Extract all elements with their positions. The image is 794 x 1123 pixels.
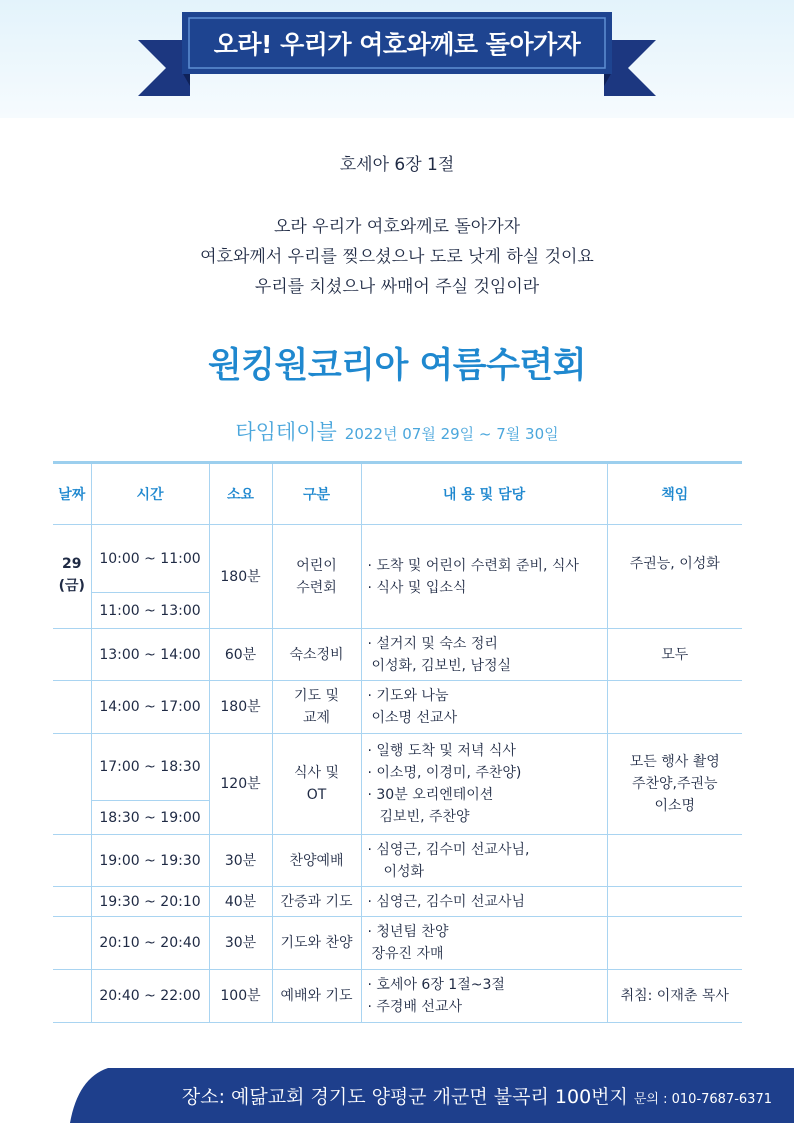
content-cell: · 심영근, 김수미 선교사님 [361, 887, 607, 917]
category-line: 식사 및 [293, 765, 340, 781]
responsible-line: 모든 행사 촬영 [629, 754, 720, 770]
content-cell [361, 970, 607, 1023]
responsible-cell [607, 734, 742, 835]
responsible-cell: 취침: 이재춘 목사 [607, 970, 742, 1023]
subtitle-label: 타임테이블 [235, 420, 337, 444]
date-cell-empty [53, 734, 91, 835]
date-cell-empty [53, 970, 91, 1023]
footer-text [182, 1082, 772, 1109]
time-cell: 19:30 ~ 20:10 [91, 887, 209, 917]
header-time: 시간 [91, 463, 209, 525]
content-line: · 기도와 나눔 [367, 688, 449, 704]
subtitle-date: 2022년 07월 29일 ~ 7월 30일 [344, 425, 559, 443]
header-responsible: 책임 [607, 463, 742, 525]
duration-cell: 100분 [209, 970, 272, 1023]
content-cell [361, 734, 607, 835]
time-cell: 14:00 ~ 17:00 [91, 681, 209, 734]
responsible-cell-empty [607, 887, 742, 917]
time-cell: 13:00 ~ 14:00 [91, 629, 209, 681]
responsible-line: 이소명 [654, 798, 696, 814]
timetable [53, 461, 742, 1023]
time-cell: 17:00 ~ 18:30 [91, 734, 209, 801]
table-row [53, 734, 742, 801]
time-cell: 19:00 ~ 19:30 [91, 835, 209, 887]
page-title: 원킹원코리아 여름수련회 [207, 346, 587, 386]
responsible-cell: 주권능, 이성화 [607, 525, 742, 629]
content-line: 김보빈, 주찬양 [379, 809, 470, 825]
date-weekday: (금) [58, 578, 85, 594]
banner-title: 오라! 우리가 여호와께로 돌아가자 [213, 30, 581, 59]
verse-reference: 호세아 6장 1절 [339, 155, 455, 175]
duration-cell: 30분 [209, 835, 272, 887]
verse-line: 오라 우리가 여호와께로 돌아가자 [273, 217, 521, 237]
content-line: 장유진 자매 [371, 946, 444, 962]
category-cell: 예배와 기도 [272, 970, 361, 1023]
content-cell [361, 525, 607, 629]
content-line: · 도착 및 어린이 수련회 준비, 식사 [367, 557, 579, 574]
table-row [53, 681, 742, 734]
responsible-cell-empty [607, 681, 742, 734]
duration-cell: 60분 [209, 629, 272, 681]
category-cell [272, 525, 361, 629]
category-cell: 숙소정비 [272, 629, 361, 681]
content-line: · 30분 오리엔테이션 [367, 787, 494, 803]
category-cell: 찬양예배 [272, 835, 361, 887]
time-cell: 18:30 ~ 19:00 [91, 801, 209, 835]
table-row [53, 887, 742, 917]
footer-place: 장소: 예닮교회 경기도 양평군 개군면 불곡리 100번지 [181, 1086, 628, 1108]
content-line: · 설거지 및 숙소 정리 [367, 635, 498, 652]
date-cell-empty [53, 887, 91, 917]
time-cell: 10:00 ~ 11:00 [91, 525, 209, 593]
header-duration: 소요 [209, 463, 272, 525]
time-cell: 20:40 ~ 22:00 [91, 970, 209, 1023]
footer-contact: 문의 : 010-7687-6371 [633, 1092, 772, 1107]
category-cell [272, 734, 361, 835]
verse-line: 우리를 치셨으나 싸매어 주실 것임이라 [254, 277, 540, 297]
subtitle [0, 416, 794, 446]
header-date: 날짜 [53, 463, 91, 525]
duration-cell: 180분 [209, 681, 272, 734]
table-row [53, 917, 742, 970]
category-line: 교제 [302, 710, 331, 726]
content-line: 이성화 [383, 863, 425, 880]
content-line: · 호세아 6장 1절~3절 [367, 977, 505, 993]
content-cell [361, 917, 607, 970]
header-content: 내 용 및 담당 [361, 463, 607, 525]
category-cell [272, 681, 361, 734]
time-cell: 11:00 ~ 13:00 [91, 593, 209, 629]
table-header-row [53, 463, 742, 525]
category-line: 기도 및 [293, 688, 340, 704]
responsible-cell-empty [607, 835, 742, 887]
date-cell-empty [53, 835, 91, 887]
responsible-cell: 모두 [607, 629, 742, 681]
content-line: · 청년팀 찬양 [367, 924, 449, 940]
table-row [53, 525, 742, 593]
responsible-cell-empty [607, 917, 742, 970]
date-cell [53, 525, 91, 629]
table-row [53, 970, 742, 1023]
content-line: · 이소명, 이경미, 주찬양) [367, 765, 522, 781]
content-line: 이성화, 김보빈, 남정실 [371, 657, 512, 674]
content-cell [361, 681, 607, 734]
table-row [53, 835, 742, 887]
verse-line: 여호와께서 우리를 찢으셨으나 도로 낫게 하실 것이요 [200, 247, 594, 267]
date-cell-empty [53, 917, 91, 970]
category-line: OT [306, 787, 327, 803]
footer-bar [0, 1068, 794, 1123]
date-cell-empty [53, 681, 91, 734]
verse-text [0, 212, 794, 302]
table-row [53, 629, 742, 681]
time-cell: 20:10 ~ 20:40 [91, 917, 209, 970]
category-cell: 기도와 찬양 [272, 917, 361, 970]
duration-cell: 30분 [209, 917, 272, 970]
duration-cell: 40분 [209, 887, 272, 917]
content-cell [361, 835, 607, 887]
duration-cell: 120분 [209, 734, 272, 835]
content-line: · 일행 도착 및 저녁 식사 [367, 743, 516, 759]
header-category: 구분 [272, 463, 361, 525]
content-line: · 식사 및 입소식 [367, 579, 467, 596]
content-line: 이소명 선교사 [371, 710, 458, 726]
category-line: 어린이 [296, 557, 337, 574]
duration-cell: 180분 [209, 525, 272, 629]
content-line: · 심영근, 김수미 선교사님, [367, 841, 530, 858]
content-line: · 주경배 선교사 [367, 999, 462, 1015]
date-cell-empty [53, 629, 91, 681]
responsible-line: 주찬양,주권능 [631, 776, 718, 792]
category-cell: 간증과 기도 [272, 887, 361, 917]
content-cell [361, 629, 607, 681]
date-day: 29 [62, 556, 82, 572]
category-line: 수련회 [296, 579, 337, 596]
